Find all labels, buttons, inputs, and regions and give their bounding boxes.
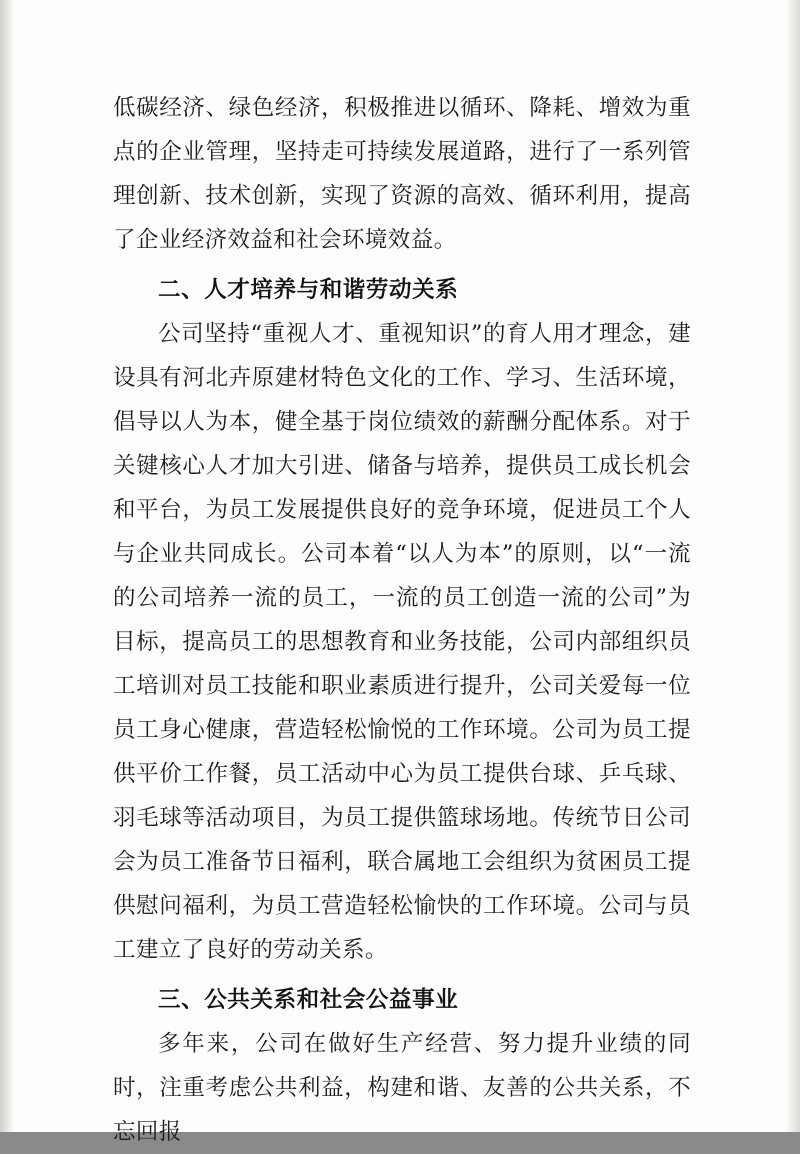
paragraph-talent-development: 公司坚持“重视人才、重视知识”的育人用才理念，建设具有河北卉原建材特色文化的工作、学习、生活环境，倡导以人为本，健全基于岗位绩效的薪酬分配体系。对于关键核心人才加大引进、储备与培养，提供员工成长机会和平台，为员工发展提供良好的竞争环境，促进员工个人与企业共同成长。公司本着“以人为本”的原则，以“一流的公司培养一流的员工，一流的员工创造一流的公司”为目标，提高员工的思想教育和业务技能，公司内部组织员工培训对员工技能和职业素质进行提升，公司关爱每一位员工身心健康，营造轻松愉悦的工作环境。公司为员工提供平价工作餐，员工活动中心为员工提供台球、乒乓球、羽毛球等活动项目，为员工提供篮球场地。传统节日公司会为员工准备节日福利，联合属地工会组织为贫困员工提供慰问福利，为员工营造轻松愉快的工作环境。公司与员工建立了良好的劳动关系。 (113, 321, 691, 963)
paragraph-continuation: 低碳经济、绿色经济，积极推进以循环、降耗、增效为重点的企业管理，坚持走可持续发展道路，进行了一系列管理创新、技术创新，实现了资源的高效、循环利用，提高了企业经济效益和社会环境效益。 (113, 95, 691, 253)
page-content (113, 86, 691, 1154)
section-heading-three: 三、公共关系和社会公益事业 (158, 987, 459, 1013)
paragraph-public-relations: 多年来，公司在做好生产经营、努力提升业绩的同时，注重考虑公共利益，构建和谐、友善的公共关系，不忘回报 (113, 1031, 691, 1145)
section-heading-two: 二、人才培养与和谐劳动关系 (158, 277, 459, 303)
